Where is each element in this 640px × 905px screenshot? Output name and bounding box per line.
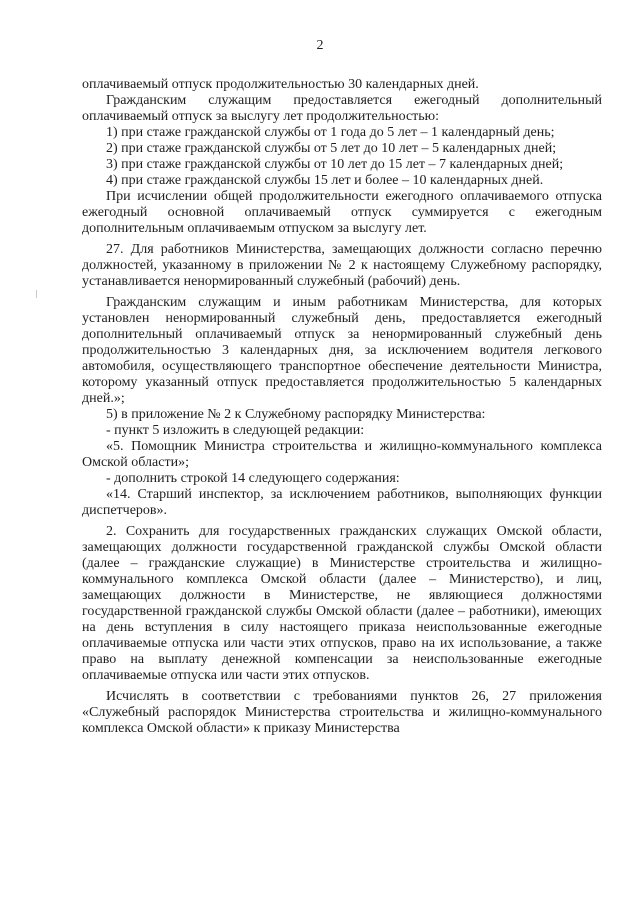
paragraph-senior-inspector: «14. Старший инспектор, за исключением работников, выполняющих функции диспетчеров».: [82, 487, 602, 518]
paragraph-assistant-minister: «5. Помощник Министра строительства и жилищно-коммунального комплекса Омской области»;: [82, 439, 602, 470]
margin-mark: [36, 290, 37, 298]
paragraph-calculate: Исчислять в соответствии с требованиями пунктов 26, 27 приложения «Служебный распорядок Министерства строительства и жилищно-коммунального комплекса Омской области» к приказу Министерства: [82, 689, 602, 736]
paragraph-item-2-preserve: 2. Сохранить для государственных гражданских служащих Омской области, замещающих должности государственной гражданской службы Омской области (далее – гражданские служащие) в Министерстве строительства и жилищно-коммунального комплекса Омской области (далее – Министерство), и лиц, замещающих должности в Министерстве, не являющиеся должностями государственной гражданской службы Омской области (далее – работники), имеющих на день вступления в силу настоящего приказа неиспользованные ежегодные оплачиваемые отпуска или части этих отпусков, право на их использование, а также право на выплату денежной компенсации за неиспользованные ежегодные оплачиваемые отпуска или части этих отпусков.: [82, 524, 602, 683]
paragraph-irregular-day-leave: Гражданским служащим и иным работникам Министерства, для которых установлен ненормированный служебный день, предоставляется ежегодный дополнительный оплачиваемый отпуск за ненормированный служебный день продолжительностью 3 календарных дня, за исключением водителя легкового автомобиля, осуществляющего транспортное обеспечение деятельности Министра, которому указанный отпуск предоставляется продолжительностью 5 календарных дней.»;: [82, 295, 602, 406]
paragraph-seniority-leave: Гражданским служащим предоставляется ежегодный дополнительный оплачиваемый отпуск за выслугу лет продолжительностью:: [82, 93, 602, 124]
list-item-seniority-4: 4) при стаже гражданской службы 15 лет и более – 10 календарных дней.: [106, 173, 544, 188]
document-body: [82, 77, 602, 737]
list-item-seniority-2: 2) при стаже гражданской службы от 5 лет до 10 лет – 5 календарных дней;: [106, 141, 557, 156]
paragraph-item-5-edit: - пункт 5 изложить в следующей редакции:: [106, 423, 365, 438]
paragraph-appendix-2: 5) в приложение № 2 к Служебному распорядку Министерства:: [106, 407, 486, 422]
page-number: 2: [316, 38, 324, 53]
paragraph-vacation-30-days: оплачиваемый отпуск продолжительностью 30 календарных дней.: [82, 77, 479, 92]
paragraph-item-27: 27. Для работников Министерства, замещающих должности согласно перечню должностей, указанному в приложении № 2 к настоящему Служебному распорядку, устанавливается ненормированный служебный (рабочий) день.: [82, 242, 602, 289]
paragraph-add-line-14: - дополнить строкой 14 следующего содержания:: [106, 471, 400, 486]
page-bottom-edge: [0, 893, 640, 905]
list-item-seniority-1: 1) при стаже гражданской службы от 1 года до 5 лет – 1 календарный день;: [106, 125, 555, 140]
list-item-seniority-3: 3) при стаже гражданской службы от 10 лет до 15 лет – 7 календарных дней;: [106, 157, 564, 172]
paragraph-total-duration: При исчислении общей продолжительности ежегодного оплачиваемого отпуска ежегодный основной оплачиваемый отпуск суммируется с ежегодным дополнительным оплачиваемым отпуском за выслугу лет.: [82, 189, 602, 236]
